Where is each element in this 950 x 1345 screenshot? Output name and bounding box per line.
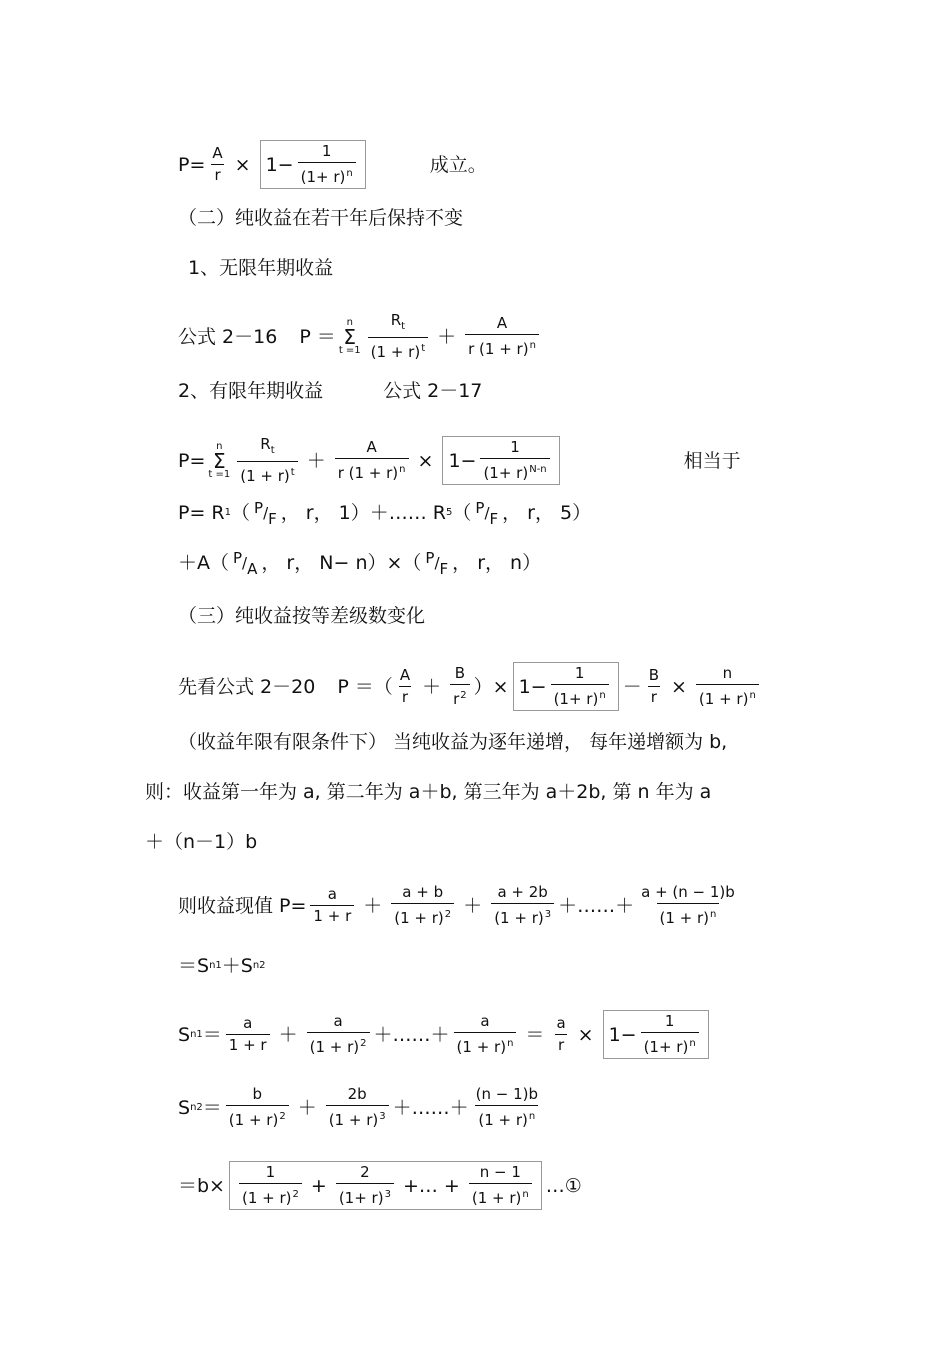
equivalent-expression-2: ＋A（ P / A ， r， N− n）×（ P / F ， r， n） — [178, 549, 542, 578]
subheading-finite: 2、有限年期收益 公式 2－17 — [178, 380, 483, 402]
equivalent-expression-1: P= R 1 （ P / F ， r， 1）＋…… R 5 （ P / F ， r， 5） — [178, 499, 592, 528]
bracket-group: 1− $\frac{1}{(1+ r)^n}$ — [260, 140, 366, 189]
paragraph-line-3: ＋（n－1）b — [145, 831, 258, 853]
sigma-symbol: n Σ t =1 — [338, 316, 361, 356]
paragraph-line-2: 则：收益第一年为 a, 第二年为 a＋b, 第三年为 a＋2b, 第 n 年为 a — [145, 781, 712, 803]
subheading-infinite: 1、无限年期收益 — [188, 257, 334, 279]
fraction: $\frac{A}{r}$ — [212, 144, 223, 184]
sum-decomposition: ＝S n1 ＋S n2 — [178, 955, 266, 977]
paragraph-line-1: （收益年限有限条件下） 当纯收益为逐年递增， 每年递增额为 b, — [178, 731, 728, 753]
present-value-formula: 则收益现值 P= $\frac{a}{1 + r}$ ＋ $\frac{a + b}{(1 + r)^2}$ ＋ $\frac{a + 2b}{(1 + r)^3}$ ＋……＋ $\frac{a + (n - 1)b}{(1 + r)^n}$ — [178, 883, 735, 927]
formula-b-series: ＝b× $\frac{1}{(1 + r)^2}$ + $\frac{2}{(1+ r)^3}$ +… + $\frac{n - 1}{(1 + r)^n}$ …① — [178, 1161, 582, 1210]
formula-2-20: 先看公式 2－20 P ＝（ $\frac{A}{r}$ ＋ $\frac{B}{r^2}$ ）× 1− $\frac{1}{(1+ r)^n}$ － $\frac{B}{r}$ × $\frac{n}{(1 + r)^n}$ — [178, 662, 763, 711]
formula-annuity: P= $\frac{A}{r}$ × 1− $\frac{1}{(1+ r)^n}$ 成立。 — [178, 140, 487, 189]
formula-sn2: S n2 ＝ $\frac{b}{(1 + r)^2}$ ＋ $\frac{2b}{(1 + r)^3}$ ＋……＋ $\frac{(n - 1)b}{(1 + r)^n}$ — [178, 1085, 539, 1129]
formula-2-17: P= n Σ t =1 $\frac{R_t}{(1 + r)^t}$ ＋ $\frac{A}{r (1 + r)^n}$ × 1− $\frac{1}{(1+ r)^{N-n}}$ 相当于 — [178, 435, 741, 485]
formula-2-16: 公式 2－16 P ＝ n Σ t =1 $\frac{R_t}{(1 + r)^t}$ ＋ $\frac{A}{r (1 + r)^n}$ — [178, 312, 543, 361]
section-heading-2: （二）纯收益在若干年后保持不变 — [178, 207, 464, 229]
section-heading-3: （三）纯收益按等差级数变化 — [178, 605, 426, 627]
statement-text: 成立。 — [429, 153, 487, 176]
formula-sn1: S n1 ＝ $\frac{a}{1 + r}$ ＋ $\frac{a}{(1 + r)^2}$ ＋……＋ $\frac{a}{(1 + r)^n}$ ＝ $\frac{a}{r}$ × 1− $\frac{1}{(1+ r)^n}$ — [178, 1010, 713, 1059]
